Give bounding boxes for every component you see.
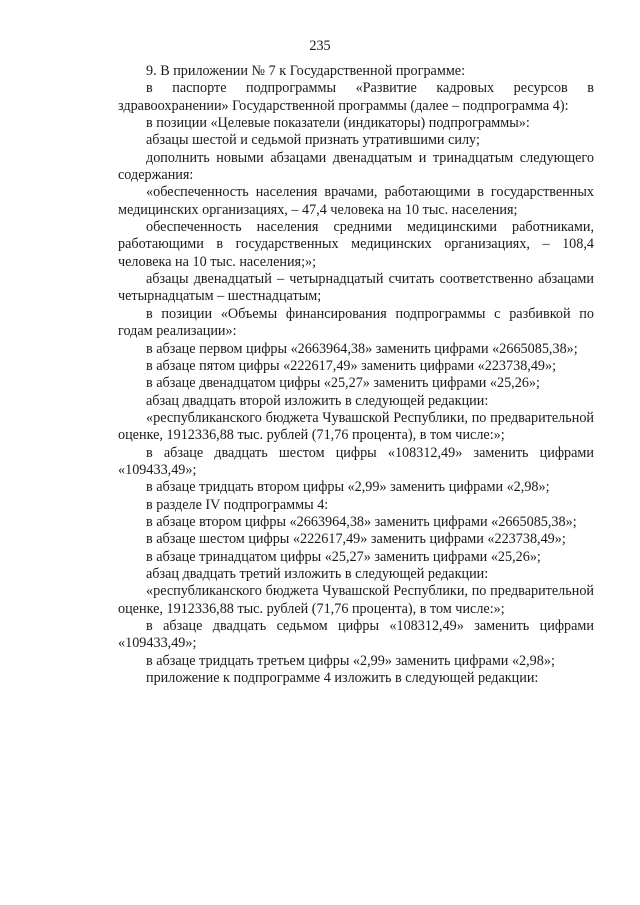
paragraph: в абзаце тридцать втором цифры «2,99» заменить цифрами «2,98»; xyxy=(146,479,550,496)
paragraph: приложение к подпрограмме 4 изложить в следующей редакции: xyxy=(146,670,539,687)
paragraph: в паспорте подпрограммы «Развитие кадровых ресурсов в здравоохранении» Государственной программы (далее – подпрограмма 4): xyxy=(118,80,594,114)
paragraph: в абзаце тридцать третьем цифры «2,99» заменить цифрами «2,98»; xyxy=(146,652,555,669)
paragraph: в абзаце двадцать шестом цифры «108312,49» заменить цифрами «109433,49»; xyxy=(118,444,594,478)
paragraph: в разделе IV подпрограммы 4: xyxy=(146,496,329,513)
paragraph: в абзаце втором цифры «2663964,38» заменить цифрами «2665085,38»; xyxy=(146,513,577,530)
paragraph: в позиции «Целевые показатели (индикаторы) подпрограммы»: xyxy=(146,115,530,132)
paragraph: «обеспеченность населения врачами, работающими в государственных медицинских организациях, – 47,4 человека на 10 тыс. населения; xyxy=(118,184,594,218)
paragraph: в абзаце двенадцатом цифры «25,27» заменить цифрами «25,26»; xyxy=(146,375,540,392)
paragraph: в абзаце тринадцатом цифры «25,27» заменить цифрами «25,26»; xyxy=(146,548,541,565)
paragraph: в позиции «Объемы финансирования подпрограммы с разбивкой по годам реализации»: xyxy=(118,305,594,340)
paragraph: обеспеченность населения средними медицинскими работниками, работающими в государственных медицинских организациях, – 108,4 человека на 10 тыс. населения;»; xyxy=(118,219,594,270)
paragraph: в абзаце пятом цифры «222617,49» заменить цифрами «223738,49»; xyxy=(146,357,557,374)
paragraph: в абзаце шестом цифры «222617,49» заменить цифрами «223738,49»; xyxy=(146,531,566,548)
paragraph: дополнить новыми абзацами двенадцатым и тринадцатым следующего содержания: xyxy=(118,149,594,184)
paragraph: «республиканского бюджета Чувашской Республики, по предварительной оценке, 1912336,88 тыс. рублей (71,76 процента), в том числе:»; xyxy=(118,409,594,444)
paragraph: абзацы шестой и седьмой признать утратившими силу; xyxy=(146,132,480,149)
paragraph: в абзаце двадцать седьмом цифры «108312,49» заменить цифрами «109433,49»; xyxy=(118,618,594,652)
paragraph: 9. В приложении № 7 к Государственной программе: xyxy=(146,63,466,79)
page-number: 235 xyxy=(309,38,331,54)
paragraph: абзацы двенадцатый – четырнадцатый считать соответственно абзацами четырнадцатым – шестнадцатым; xyxy=(118,271,594,305)
document-body xyxy=(118,63,594,687)
paragraph: абзац двадцать третий изложить в следующей редакции: xyxy=(146,565,489,582)
paragraph: абзац двадцать второй изложить в следующей редакции: xyxy=(146,392,489,409)
paragraph: «республиканского бюджета Чувашской Республики, по предварительной оценке, 1912336,88 тыс. рублей (71,76 процента), в том числе:»; xyxy=(118,583,594,617)
paragraph: в абзаце первом цифры «2663964,38» заменить цифрами «2665085,38»; xyxy=(146,340,578,357)
